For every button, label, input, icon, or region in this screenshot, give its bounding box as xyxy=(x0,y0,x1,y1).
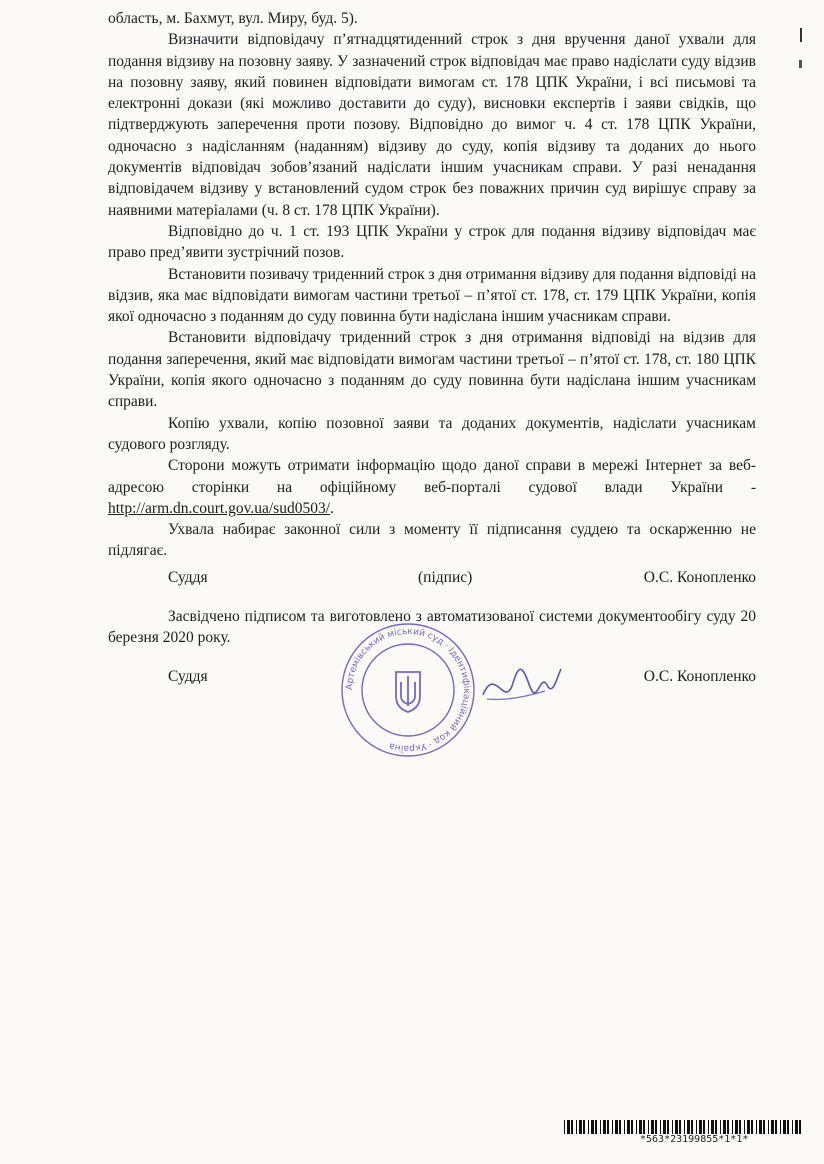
judge-name: О.С. Конопленко xyxy=(643,569,756,586)
judge-name-2: О.С. Конопленко xyxy=(643,668,756,685)
paragraph-copies: Копію ухвали, копію позовної заяви та доданих документів, надіслати учасникам судового розгляду. xyxy=(108,414,756,453)
court-website-link[interactable]: http://arm.dn.court.gov.ua/sud0503/ xyxy=(108,499,330,517)
signature-row-2 xyxy=(168,668,756,690)
court-stamp xyxy=(338,620,478,760)
paragraph-plaintiff-term: Встановити позивачу триденний строк з дня отримання відзиву для подання відповіді на відзив, яка має відповідати вимогам частини третьої – п’ятої ст. 178, ст. 179 ЦПК України, копія якої одночасно з поданням до суду повинна бути надіслана іншим учасникам справи. xyxy=(108,265,756,326)
stamp-text: Артемівський міський суд · Ідентифікаційний код · Україна xyxy=(344,626,472,754)
paragraph-objection-term: Встановити відповідачу триденний строк з дня отримання відповіді на відзив для подання заперечення, який має відповідати вимогам частини третьої – п’ятої ст. 178, ст. 180 ЦПК України, копія якого одночасно з поданням до суду повинна бути надіслана іншим учасникам справи. xyxy=(108,329,756,411)
signature-placeholder: (підпис) xyxy=(418,569,473,586)
paragraph-final: Ухвала набирає законної сили з моменту її підписання суддею та оскарженню не підлягає. xyxy=(108,521,756,560)
barcode-number: *563*23199855*1*1* xyxy=(640,1134,749,1145)
certification-text: Засвідчено підписом та виготовлено з автоматизованої системи документообігу суду 20 березня 2020 року. xyxy=(108,608,756,647)
document-body xyxy=(108,8,756,562)
margin-marks xyxy=(796,20,808,90)
info-text: Сторони можуть отримати інформацію щодо даної справи в мережі Інтернет за веб-адресою сторінки на офіційному веб-порталі судової влади України - xyxy=(108,457,756,496)
judge-role-2: Суддя xyxy=(168,668,208,685)
paragraph-counterclaim: Відповідно до ч. 1 ст. 193 ЦПК України у строк для подання відзиву відповідач має право пред’явити зустрічний позов. xyxy=(108,222,756,262)
info-end: . xyxy=(330,499,334,517)
paragraph-info xyxy=(108,455,756,519)
signature-row-1 xyxy=(168,569,756,591)
paragraph-address-end: область, м. Бахмут, вул. Миру, буд. 5). xyxy=(108,10,358,27)
judge-role: Суддя xyxy=(168,569,208,586)
barcode xyxy=(564,1120,804,1134)
paragraph-defendant-term: Визначити відповідачу п’ятнадцятиденний строк з дня вручення даної ухвали для подання відзиву на позовну заяву. У зазначений строк відповідач має право надіслати суду відзив на позовну заяву, який повинен відповідати вимогам ст. 178 ЦПК України, і всі письмові та електронні докази (які можливо доставити до суду), висновки експертів і заяви свідків, що підтверджують заперечення проти позову. Відповідно до вимог ч. 4 ст. 178 ЦПК України, одночасно з надісланням (наданням) відзиву до суду, копія відзиву та доданих до нього документів відповідач зобов’язаний надіслати іншим учасникам справи. У разі ненадання відповідачем відзиву у встановлений судом строк без поважних причин суд вирішує справу за наявними матеріалами (ч. 8 ст. 178 ЦПК України). xyxy=(108,31,756,219)
